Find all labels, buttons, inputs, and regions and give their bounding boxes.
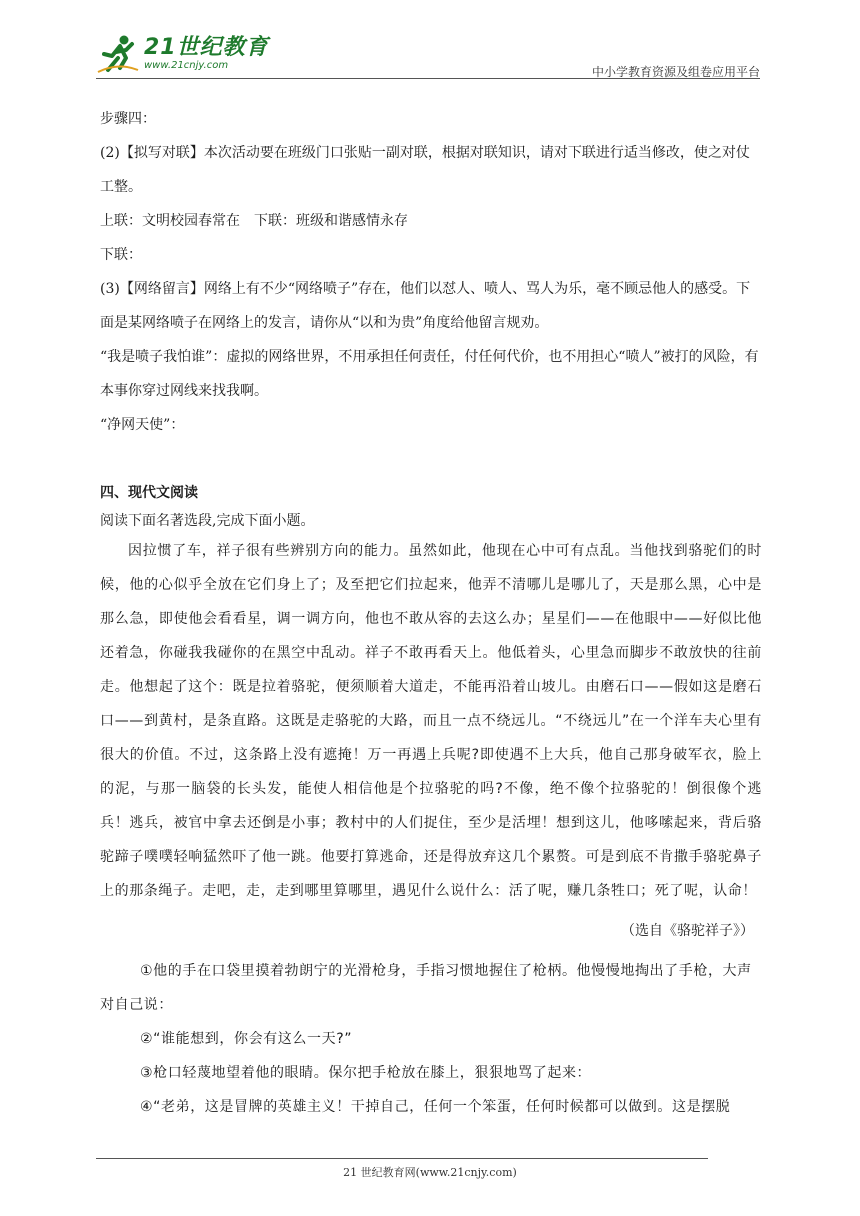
couplet-line: 上联：文明校园春常在 下联：班级和谐感情永存	[100, 213, 408, 229]
platform-title: 中小学教育资源及组卷应用平台	[591, 65, 760, 79]
excerpt-item-2: ②“谁能想到，你会有这么一天?”	[140, 1031, 353, 1047]
page-header	[96, 30, 760, 80]
runner-logo-icon	[96, 32, 140, 76]
troll-post: “我是喷子我怕谁”：虚拟的网络世界，不用承担任何责任，付任何代价，也不用担心“喷人”被打的风险，有本事你穿过网线来找我啊。	[100, 349, 759, 399]
excerpt-item-4: ④“老弟，这是冒牌的英雄主义！干掉自己，任何一个笨蛋，任何时候都可以做到。这是摆脱	[140, 1099, 731, 1115]
excerpt-item-3: ③枪口轻蔑地望着他的眼睛。保尔把手枪放在膝上，狠狠地骂了起来：	[140, 1065, 592, 1081]
logo-url: www.21cnjy.com	[144, 60, 229, 71]
section-title: 四、现代文阅读	[100, 485, 198, 501]
footer-divider	[96, 1158, 708, 1159]
question-3: (3)【网络留言】网络上有不少“网络喷子”存在，他们以怼人、喷人、骂人为乐，毫不顾忌他人的感受。下面是某网络喷子在网络上的发言，请你从“以和为贵”角度给他留言规劝。	[100, 281, 751, 331]
lower-couplet-answer: 下联：	[100, 247, 142, 263]
page-footer: 21 世纪教育网(www.21cnjy.com)	[343, 1166, 517, 1179]
header-divider	[96, 78, 760, 79]
angel-reply: “净网天使”：	[100, 417, 185, 433]
question-2: (2)【拟写对联】本次活动要在班级门口张贴一副对联，根据对联知识，请对下联进行适当修改，使之对仗工整。	[100, 145, 750, 195]
passage-source: （选自《骆驼祥子》）	[621, 923, 754, 939]
site-logo	[96, 30, 269, 78]
spacer	[100, 442, 762, 478]
excerpt-item-1: ①他的手在口袋里摸着勃朗宁的光滑枪身，手指习惯地握住了枪柄。他慢慢地掏出了手枪，大声对自己说：	[100, 963, 752, 1013]
section-instruction: 阅读下面名著选段,完成下面小题。	[100, 513, 315, 529]
reading-passage: 因拉惯了车，祥子很有些辨别方向的能力。虽然如此，他现在心中可有点乱。当他找到骆驼们的时候，他的心似乎全放在它们身上了；及至把它们拉起来，他弄不清哪儿是哪儿了，天是那么黑，心中是那么急，即使他会看看星，调一调方向，他也不敢从容的去这么办；星星们——在他眼中——好似比他还着急，你碰我我碰你的在黑空中乱动。祥子不敢再看天上。他低着头，心里急而脚步不敢放快的往前走。他想起了这个：既是拉着骆驼，便须顺着大道走，不能再沿着山坡儿。由磨石口——假如这是磨石口——到黄村，是条直路。这既是走骆驼的大路，而且一点不绕远儿。“不绕远儿”在一个洋车夫心里有很大的价值。不过，这条路上没有遮掩！万一再遇上兵呢?即使遇不上大兵，他自己那身破军衣，脸上的泥，与那一脑袋的长头发，能使人相信他是个拉骆驼的吗?不像，绝不像个拉骆驼的！倒很像个逃兵！逃兵，被官中拿去还倒是小事；教村中的人们捉住，至少是活埋！想到这儿，他哆嗦起来，背后骆驼蹄子噗噗轻响猛然吓了他一跳。他要打算逃命，还是得放弃这几个累赘。可是到底不肯撒手骆驼鼻子上的那条绳子。走吧，走，走到哪里算哪里，遇见什么说什么：活了呢，赚几条牲口；死了呢，认命！	[100, 543, 762, 899]
page-content	[100, 102, 762, 1124]
step-label: 步骤四：	[100, 111, 156, 127]
logo-name: 21世纪教育	[144, 35, 269, 60]
